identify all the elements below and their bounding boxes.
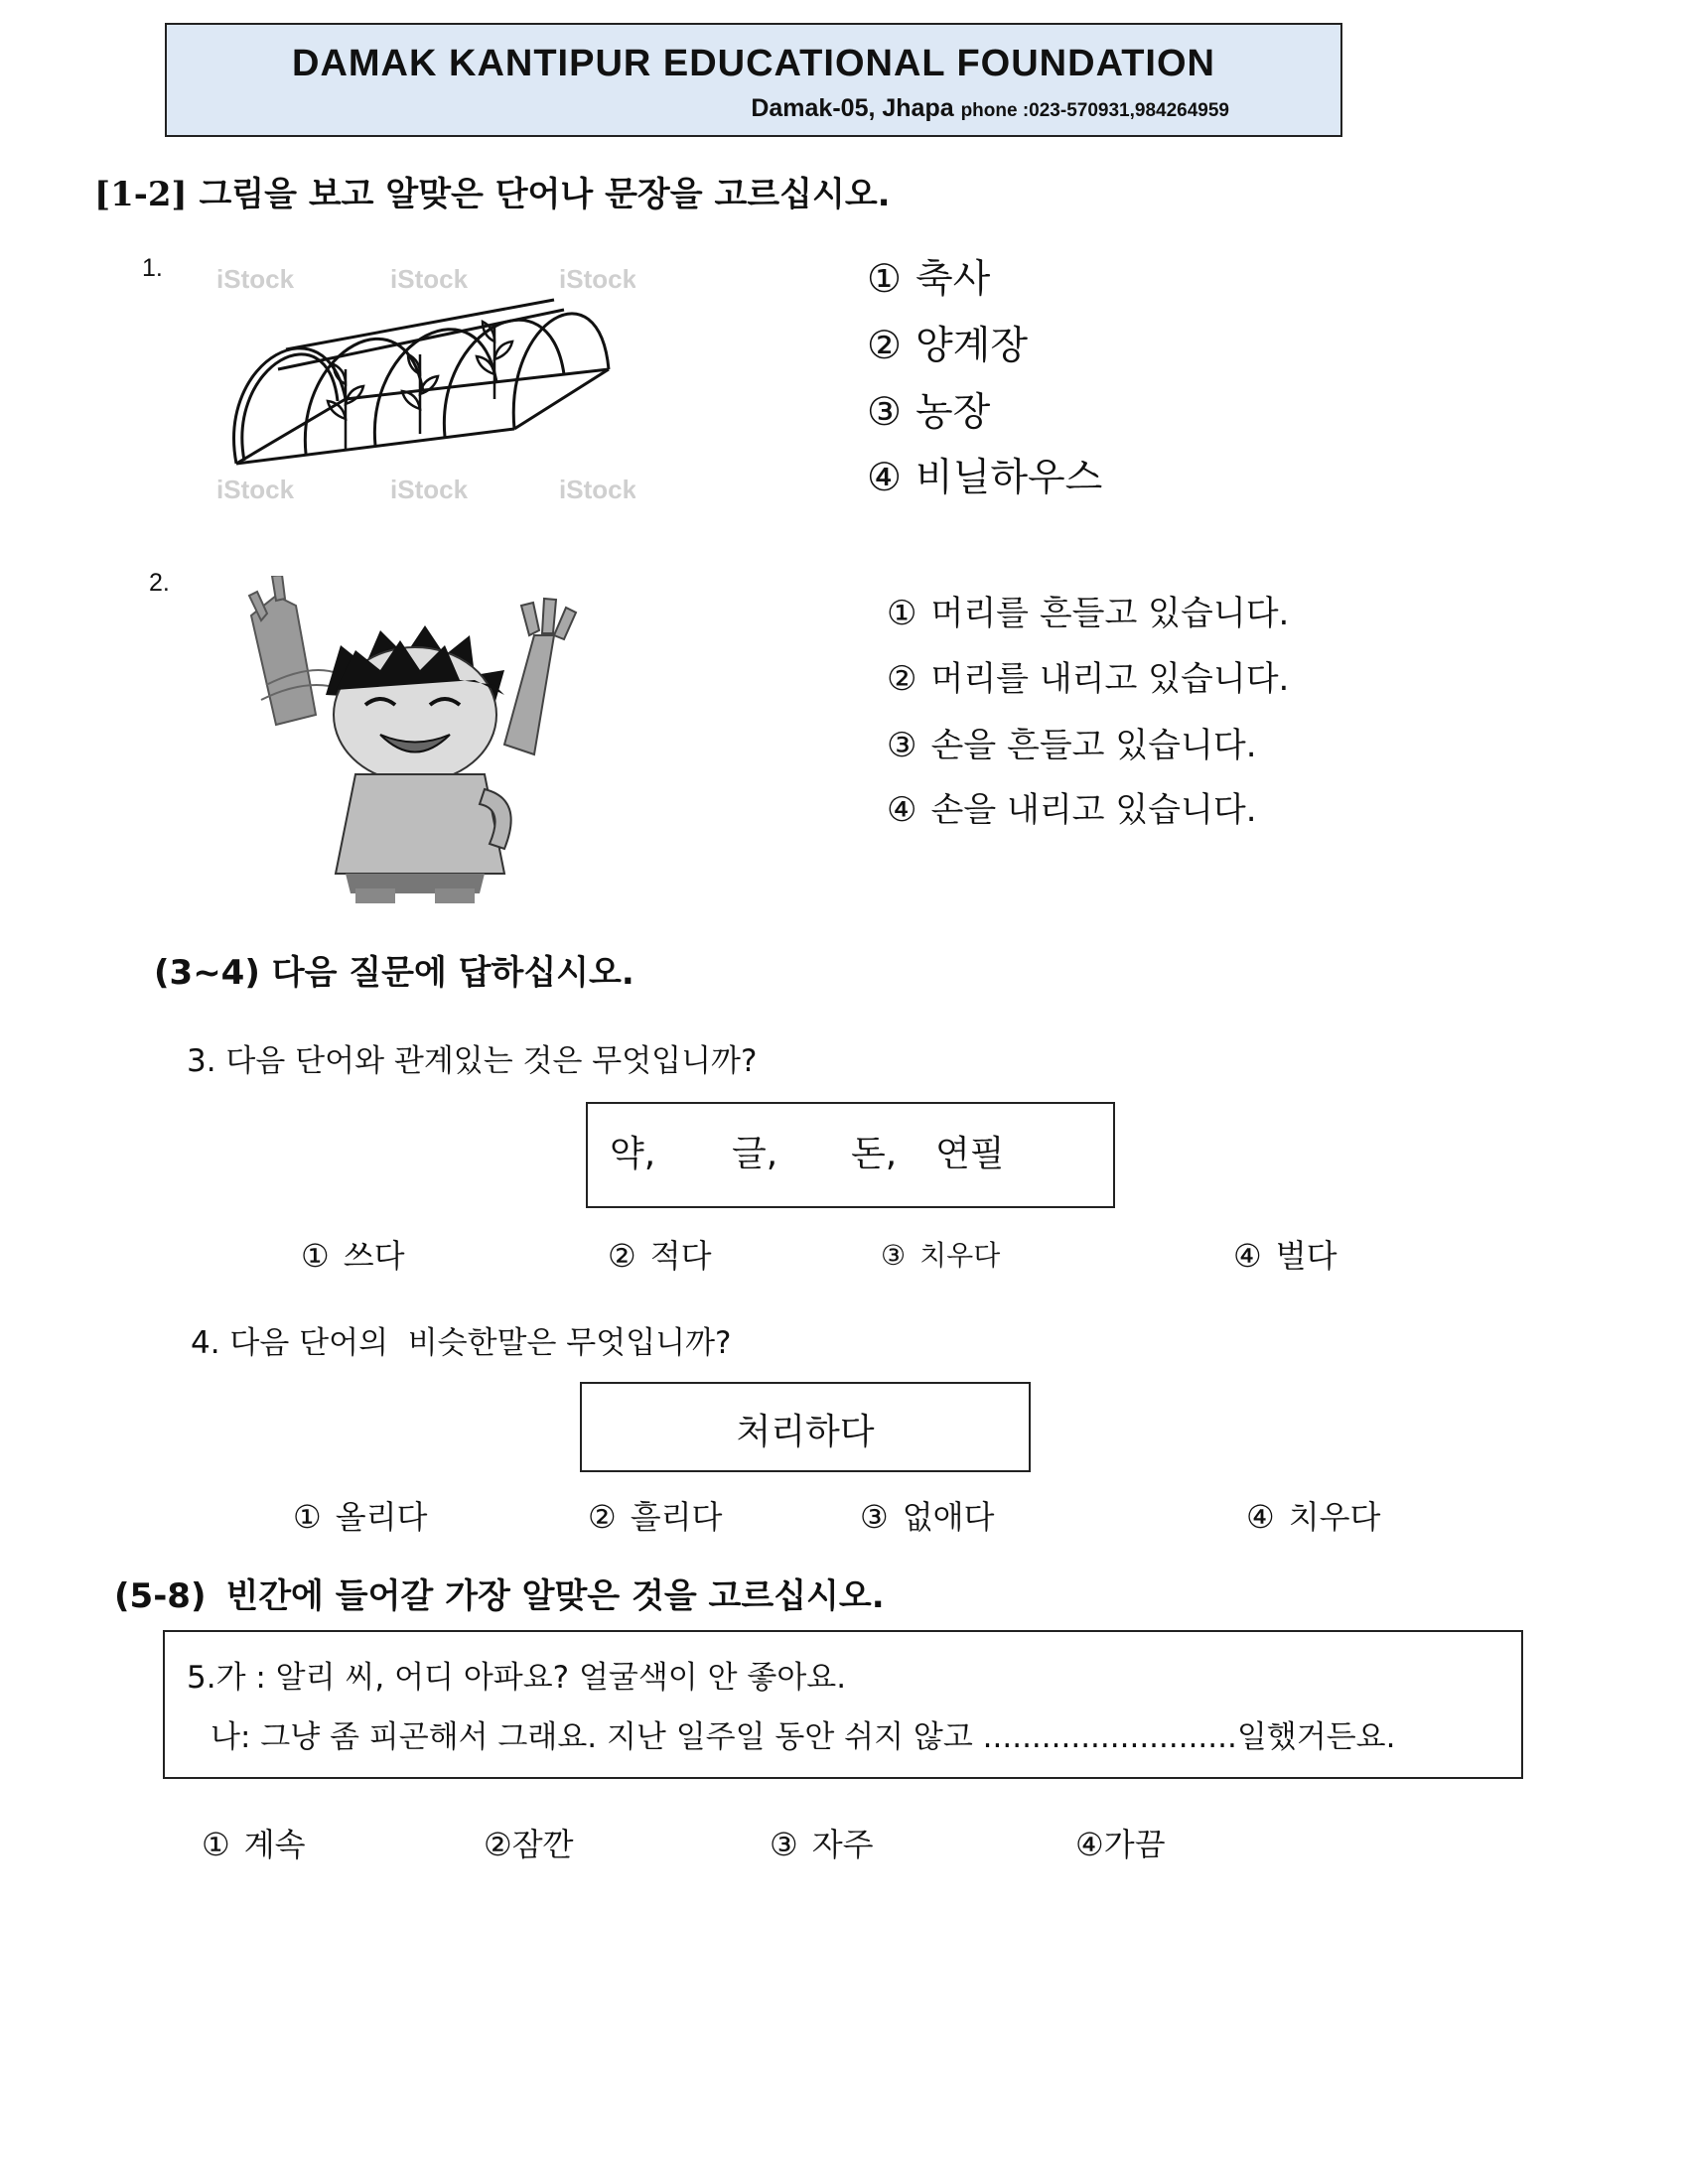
q4-word-box xyxy=(580,1382,1031,1472)
q4-option-3[interactable]: ③ 없애다 xyxy=(860,1498,995,1536)
q3-option-3[interactable]: ③ 치우다 xyxy=(881,1239,1001,1272)
q2-option-1[interactable]: ① 머리를 흔들고 있습니다. xyxy=(887,594,1290,633)
q3-option-1[interactable]: ① 쓰다 xyxy=(301,1237,405,1275)
q5-option-2[interactable]: ②잠깐 xyxy=(484,1826,574,1863)
q2-number: 2. xyxy=(149,569,170,597)
q4-option-2[interactable]: ② 흘리다 xyxy=(588,1498,723,1536)
section-3-range: (5-8) xyxy=(114,1576,207,1616)
q3-word-box xyxy=(586,1102,1115,1208)
q1-option-4[interactable]: ④ 비닐하우스 xyxy=(867,456,1103,500)
q5-option-4[interactable]: ④가끔 xyxy=(1075,1826,1166,1863)
q3-word-4: 연필 xyxy=(935,1134,1005,1174)
q2-option-2[interactable]: ② 머리를 내리고 있습니다. xyxy=(887,659,1290,699)
section-1-heading xyxy=(94,167,891,215)
q5-line-1: 5.가 : 알리 씨, 어디 아파요? 얼굴색이 안 좋아요. xyxy=(187,1660,847,1696)
school-contact xyxy=(751,94,1229,123)
q5-option-1[interactable]: ① 계속 xyxy=(202,1826,306,1863)
image-watermark: iStock xyxy=(559,475,635,504)
q1-option-3[interactable]: ③ 농장 xyxy=(867,390,991,435)
q3-word-2: 글, xyxy=(732,1134,778,1174)
image-watermark: iStock xyxy=(390,475,469,504)
section-1-instruction: 그림을 보고 알맞은 단어나 문장을 고르십시오. xyxy=(199,175,891,214)
q5-dialog-box xyxy=(163,1630,1523,1779)
q3-word-1: 약, xyxy=(610,1134,656,1174)
school-name: DAMAK KANTIPUR EDUCATIONAL FOUNDATION xyxy=(292,43,1215,84)
q1-number: 1. xyxy=(142,254,163,282)
image-watermark: iStock xyxy=(390,264,469,294)
school-phone: phone :023-570931,984264959 xyxy=(960,100,1229,121)
q5-line-2: 나: 그냥 좀 피곤해서 그래요. 지난 일주일 동안 쉬지 않고 ..........................일했거든요. xyxy=(211,1719,1396,1755)
image-watermark: iStock xyxy=(559,264,635,294)
image-watermark: iStock xyxy=(216,264,295,294)
header-box xyxy=(165,23,1342,137)
q3-word-3: 돈, xyxy=(851,1134,898,1174)
section-2-heading xyxy=(154,945,634,994)
q3-option-4[interactable]: ④ 벌다 xyxy=(1233,1237,1337,1275)
q2-option-4[interactable]: ④ 손을 내리고 있습니다. xyxy=(887,790,1257,830)
q1-option-2[interactable]: ② 양계장 xyxy=(867,324,1028,368)
q4-option-1[interactable]: ① 올리다 xyxy=(293,1498,428,1536)
section-3-heading xyxy=(114,1569,885,1617)
section-1-range: [1-2] xyxy=(94,175,188,214)
q5-option-3[interactable]: ③ 자주 xyxy=(770,1826,874,1863)
image-watermark: iStock xyxy=(216,475,295,504)
q2-option-3[interactable]: ③ 손을 흔들고 있습니다. xyxy=(887,726,1257,765)
waving-boy-image xyxy=(207,576,643,903)
school-address: Damak-05, Jhapa xyxy=(751,94,954,122)
section-3-instruction: 빈간에 들어갈 가장 알맞은 것을 고르십시오. xyxy=(225,1576,885,1616)
section-2-range: (3~4) xyxy=(154,953,260,993)
q4-prompt: 4. 다음 단어의 비슷한말은 무엇입니까? xyxy=(191,1325,732,1361)
q3-option-2[interactable]: ② 적다 xyxy=(608,1237,712,1275)
q3-prompt: 3. 다음 단어와 관계있는 것은 무엇입니까? xyxy=(187,1043,758,1079)
q4-option-4[interactable]: ④ 치우다 xyxy=(1246,1498,1381,1536)
q1-option-1[interactable]: ① 축사 xyxy=(867,257,991,302)
q4-word: 처리하다 xyxy=(736,1412,875,1452)
greenhouse-image xyxy=(207,250,635,510)
section-2-instruction: 다음 질문에 답하십시오. xyxy=(271,953,634,993)
